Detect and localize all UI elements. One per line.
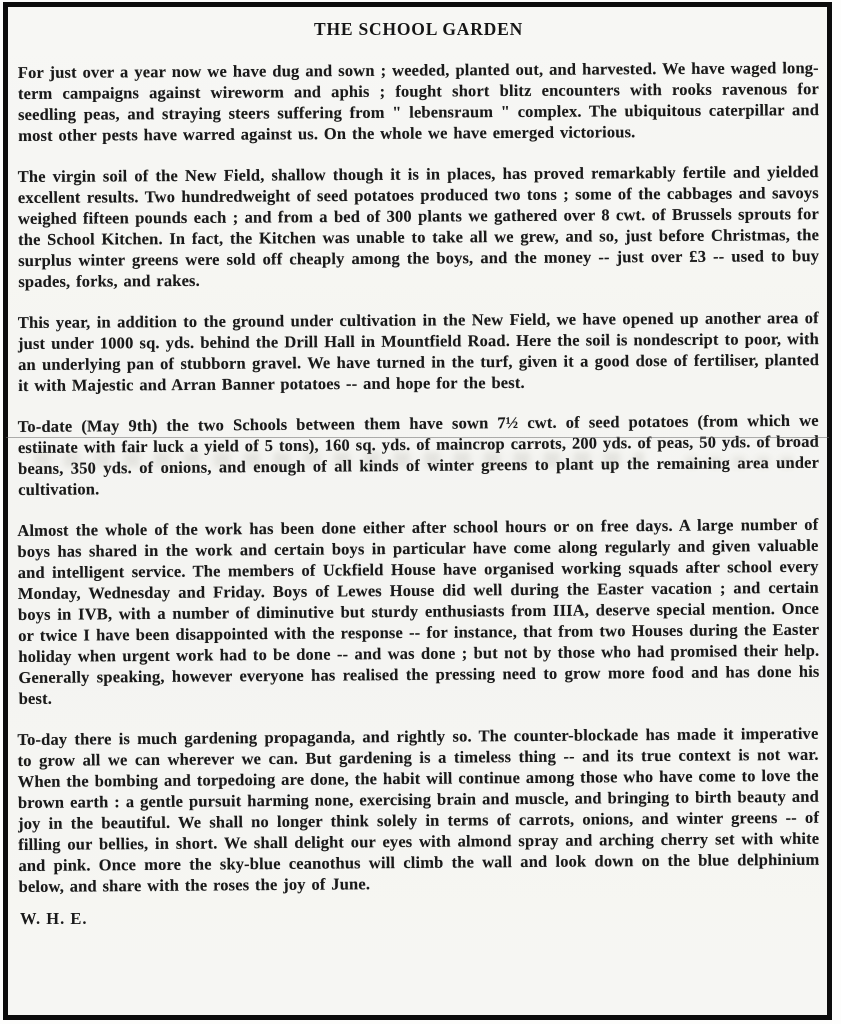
paragraph-intro: For just over a year now we have dug and sown ; weeded, planted out, and harvested. We have waged long-term campaigns against wireworm and aphis ; fought short blitz encounters with rooks ravenous for seedling peas, and straying steers suffering from " lebensraum " complex. The ubiquitous caterpillar and most other pests have warred against us. On the whole we have emerged victorious. (17, 58, 820, 145)
page-border-frame (3, 2, 832, 1020)
paragraph-boys-work: Almost the whole of the work has been done either after school hours or on free days. A large number of boys has shared in the work and certain boys in particular have come along regularly and given valuable and intelligent service. The members of Uckfield House have organised working squads after school every Monday, Wednesday and Friday. Boys of Lewes House did well during the Easter vacation ; and certain boys in IVB, with a number of diminutive but sturdy enthusiasts from IIIA, deserve special mention. Once or twice I have been disappointed with the response -- for instance, that from two Houses during the Easter holiday when urgent work had to be done -- and was done ; but not by those who had promised their help. Generally speaking, however everyone has realised the pressing need to grow more food and has done his best. (17, 514, 820, 708)
paragraph-to-date: To-date (May 9th) the two Schools between them have sown 7½ cwt. of seed potatoes (from which we estiinate with fair luck a yield of 5 tons), 160 sq. yds. of maincrop carrots, 200 yds. of peas, 50 yds. of broad beans, 350 yds. of onions, and enough of all kinds of winter greens to plant up the remaining area under cultivation. (17, 410, 820, 499)
paragraph-drill-hall: This year, in addition to the ground under cultivation in the New Field, we have opened up another area of just under 1000 sq. yds. behind the Drill Hall in Mountfield Road. Here the soil is nondescript to poor, with an underlying pan of stubborn gravel. We have turned in the turf, given it a good dose of fertiliser, planted it with Majestic and Arran Banner potatoes -- and hope for the best. (17, 308, 820, 395)
paragraph-new-field: The virgin soil of the New Field, shallow though it is in places, has proved remarkably fertile and yielded excellent results. Two hundredweight of seed potatoes produced two tons ; some of the cabbages and savoys weighed fifteen pounds each ; and from a bed of 300 plants we gathered over 8 cwt. of Brussels sprouts for the School Kitchen. In fact, the Kitchen was unable to take all we grew, and so, just before Christmas, the surplus winter greens were sold off cheaply among the boys, and the money -- just over £3 -- used to buy spades, forks, and rakes. (17, 162, 820, 291)
author-initials: W. H. E. (20, 909, 88, 928)
paragraph-propaganda: To-day there is much gardening propaganda, and rightly so. The counter-blockade has made it imperative to grow all we can wherever we can. But gardening is a timeless thing -- and its true context is not war. When the bombing and torpedoing are done, the habit will continue among those who have come to love the brown earth : a gentle pursuit harming none, exercising brain and muscle, and bringing to birth beauty and joy in the beautiful. We shall no longer think solely in terms of carrots, onions, and winter greens -- of filling our bellies, in short. We shall delight our eyes with almond spray and arching cherry set with white and pink. Once more the sky-blue ceanothus will climb the wall and look down on the blue delphinium below, and share with the roses the joy of June. (17, 723, 820, 896)
page-title: THE SCHOOL GARDEN (313, 19, 524, 39)
scan-seam-line (6, 437, 829, 438)
